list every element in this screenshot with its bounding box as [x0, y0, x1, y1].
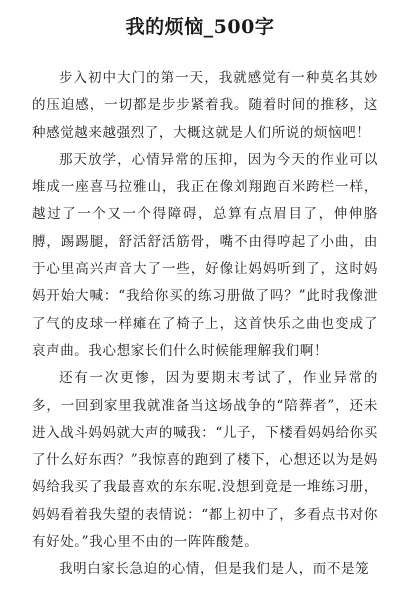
article-body: [32, 65, 378, 584]
paragraph-1: 步入初中大门的第一天，我就感觉有一种莫名其妙的压迫感，一切都是步步紧着我。随着时间的推移，这种感觉越来越强烈了，大概这就是人们所说的烦恼吧！: [32, 70, 378, 141]
article-title: 我的烦恼_500字: [125, 16, 275, 38]
paragraph-4: 我明白家长急迫的心情，但是我们是人，而不是笼: [59, 561, 370, 578]
paragraph-2: 那天放学，心情异常的压抑，因为今天的作业可以堆成一座喜马拉雅山，我正在像刘翔跑百米跨栏一样，越过了一个又一个得障碍，总算有点眉目了，伸伸胳膊，踢踢腿，舒活舒活筋骨，嘴不由得哼起了小曲，由于心里高兴声音大了一些，好像让妈妈听到了，这时妈妈开始大喊：“我给你买的练习册做了吗？”此时我像泄了气的皮球一样瘫在了椅子上，这首快乐之曲也变成了哀声曲。我心想家长们什么时候能理解我们啊！: [32, 151, 378, 359]
paragraph-3: 还有一次更惨，因为要期末考试了，作业异常的多，一回到家里我就准备当这场战争的“陪葬者”，还未进入战斗妈妈就大声的喊我：“儿子，下楼看妈妈给你买了什么好东西？”我惊喜的跑到了楼下，心想还以为是妈妈给我买了我最喜欢的东东呢.没想到竟是一堆练习册，妈妈看着我失望的表情说：“都上初中了，多看点书对你有好处。”我心里不由的一阵阵酸楚。: [32, 370, 378, 551]
